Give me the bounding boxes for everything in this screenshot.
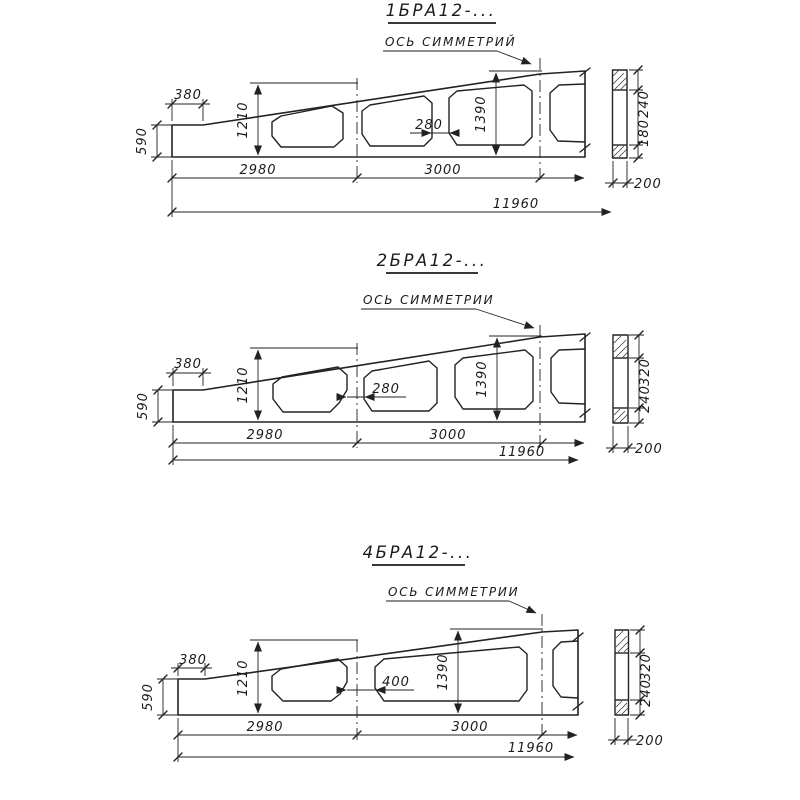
section-dim-top: 240 <box>637 90 652 118</box>
beam-profile <box>172 68 590 157</box>
dim-1390: 1390 <box>475 360 490 398</box>
symmetry-axis-label: ось симметрии <box>363 293 495 307</box>
beam-opening <box>449 85 532 145</box>
diagram-title: 1БРА12-... <box>385 1 497 20</box>
hatch-bottom-flange <box>616 701 628 714</box>
hatch-top-flange <box>614 336 628 357</box>
dim-2980: 2980 <box>246 720 284 735</box>
cross-section <box>608 626 664 749</box>
axis-leader-arrow <box>497 51 531 64</box>
section-dim-bottom: 240 <box>639 679 654 707</box>
hatch-top-flange <box>613 70 627 89</box>
dim-11960: 11960 <box>492 197 540 212</box>
cross-section <box>605 66 662 192</box>
beam-opening <box>272 659 347 701</box>
dim-11960: 11960 <box>507 741 555 756</box>
dim-1390: 1390 <box>474 95 489 133</box>
beam-opening <box>375 647 527 701</box>
diagram-title: 2БРА12-... <box>376 251 488 270</box>
hatch-top-flange <box>616 631 628 652</box>
section-dim-top: 320 <box>638 358 653 386</box>
dim-3000: 3000 <box>429 428 467 443</box>
dim-1210: 1210 <box>236 366 251 404</box>
hatch-bottom-flange <box>614 409 628 422</box>
symmetry-axis-label: ось симметрии <box>388 585 520 599</box>
axis-leader-arrow <box>476 309 534 328</box>
hatch-bottom-flange <box>613 145 627 157</box>
dim-380: 380 <box>174 88 202 103</box>
beam-opening-cut <box>550 84 585 142</box>
diagram-1bra12 <box>135 1 662 217</box>
section-dim-top: 320 <box>639 653 654 681</box>
dim-3000: 3000 <box>451 720 489 735</box>
cross-section <box>606 331 663 457</box>
beam-opening <box>455 350 533 409</box>
dim-web: 280 <box>415 118 443 133</box>
diagram-2bra12 <box>136 251 663 465</box>
dim-380: 380 <box>179 653 207 668</box>
dim-1390: 1390 <box>436 653 451 691</box>
dim-2980: 2980 <box>246 428 284 443</box>
dim-2980: 2980 <box>239 163 277 178</box>
dim-1210: 1210 <box>236 659 251 697</box>
dimension-labels <box>135 88 539 212</box>
symmetry-axis-label: ось симметрий <box>385 35 517 49</box>
beam-opening-cut <box>553 641 578 698</box>
dim-590: 590 <box>141 683 156 711</box>
dim-590: 590 <box>136 392 151 420</box>
diagram-title: 4БРА12-... <box>362 543 474 562</box>
dim-380: 380 <box>174 357 202 372</box>
dimension-lines <box>151 71 611 217</box>
dim-11960: 11960 <box>498 445 546 460</box>
dim-1210: 1210 <box>236 101 251 139</box>
dim-web: 280 <box>372 382 400 397</box>
section-dim-width: 200 <box>634 177 662 192</box>
section-dim-bottom: 180 <box>637 119 652 147</box>
diagram-4bra12 <box>141 543 664 762</box>
dim-590: 590 <box>135 127 150 155</box>
section-dim-width: 200 <box>635 442 663 457</box>
dim-web: 400 <box>382 675 410 690</box>
section-dim-bottom: 240 <box>638 385 653 413</box>
axis-leader-arrow <box>509 601 536 613</box>
dim-3000: 3000 <box>424 163 462 178</box>
section-dim-width: 200 <box>636 734 664 749</box>
beam-opening-cut <box>551 349 585 404</box>
